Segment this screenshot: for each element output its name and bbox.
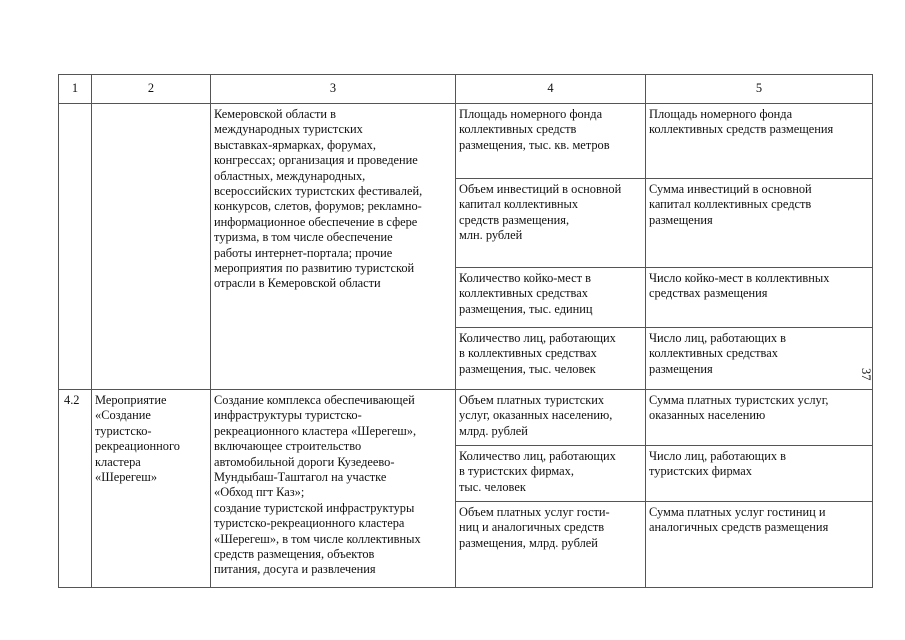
indicator-cell: Количество лиц, работающих в коллективных средствах размещения, тыс. человек [456, 328, 646, 390]
definition-cell: Сумма платных туристских услуг, оказанных населению [646, 390, 873, 446]
definition-cell: Площадь номерного фонда коллективных средств размещения [646, 104, 873, 179]
table-row [59, 104, 873, 179]
header-row [59, 75, 873, 104]
definition-cell: Число лиц, работающих в туристских фирмах [646, 446, 873, 502]
activity-name-cell: Мероприятие «Создание туристско- рекреационного кластера «Шерегеш» [92, 390, 211, 588]
activity-description: Кемеровской области в международных туристских выставках-ярмарках, форумах, конгрессах; организация и проведение областных, международных, всероссийских туристских фестивалей, конкурсов, слетов, форумов; рекламно- информационное обеспечение в сфере туризма, в том числе обеспечение работы интернет-портала; прочие мероприятия по развитию туристской отрасли в Кемеровской области [211, 104, 456, 390]
header-col-4: 4 [456, 75, 646, 104]
header-col-5: 5 [646, 75, 873, 104]
header-col-2: 2 [92, 75, 211, 104]
header-col-3: 3 [211, 75, 456, 104]
header-col-1: 1 [59, 75, 92, 104]
activity-description: Создание комплекса обеспечивающей инфраструктуры туристско- рекреационного кластера «Шерегеш», включающее строительство автомобильной дороги Кузедеево- Мундыбаш-Таштагол на участке «Обход пгт Каз»; создание туристской инфраструктуры туристско-рекреационного кластера «Шерегеш», в том числе коллективных средств размещения, объектов питания, досуга и развлечения [211, 390, 456, 588]
row-number-cell: 4.2 [59, 390, 92, 588]
page-number: 37 [859, 368, 873, 381]
activity-name-cell [92, 104, 211, 390]
table-row [59, 390, 873, 446]
indicator-cell: Количество койко-мест в коллективных средствах размещения, тыс. единиц [456, 268, 646, 328]
row-number-cell [59, 104, 92, 390]
indicators-table [58, 74, 873, 588]
indicator-cell: Количество лиц, работающих в туристских фирмах, тыс. человек [456, 446, 646, 502]
definition-cell: Число койко-мест в коллективных средствах размещения [646, 268, 873, 328]
definition-cell: Сумма инвестиций в основной капитал коллективных средств размещения [646, 179, 873, 268]
indicator-cell: Объем инвестиций в основной капитал коллективных средств размещения, млн. рублей [456, 179, 646, 268]
indicator-cell: Объем платных туристских услуг, оказанных населению, млрд. рублей [456, 390, 646, 446]
definition-cell: Сумма платных услуг гостиниц и аналогичных средств размещения [646, 502, 873, 588]
indicator-cell: Площадь номерного фонда коллективных средств размещения, тыс. кв. метров [456, 104, 646, 179]
definition-cell: Число лиц, работающих в коллективных средствах размещения [646, 328, 873, 390]
indicator-cell: Объем платных услуг гости- ниц и аналогичных средств размещения, млрд. рублей [456, 502, 646, 588]
